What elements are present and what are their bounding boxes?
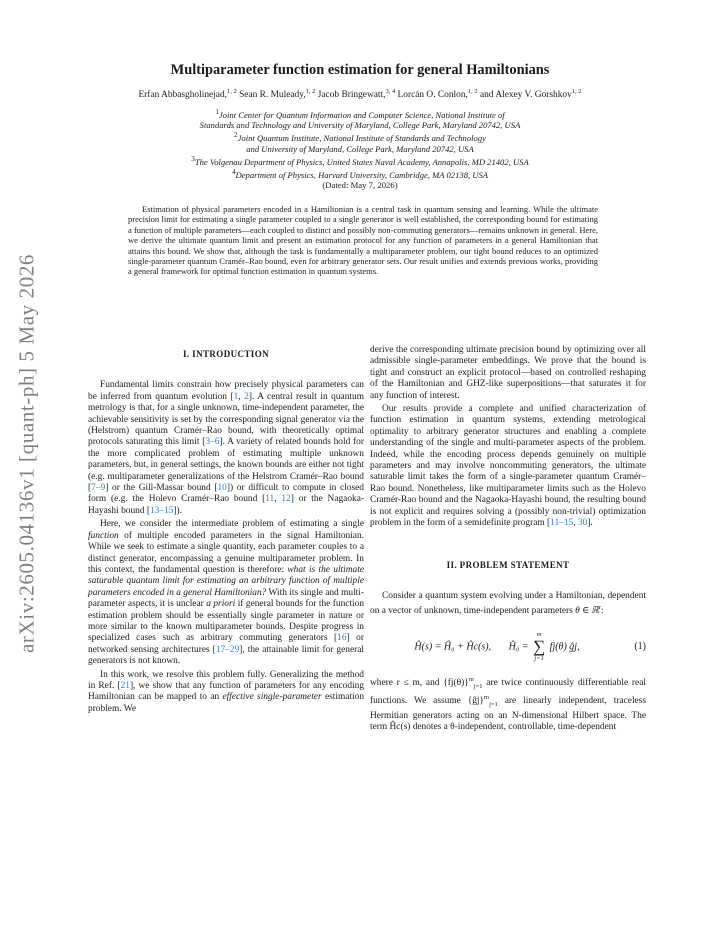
- affiliation-line: Standards and Technology and University of Maryland, College Park, Maryland 20742, USA: [199, 120, 521, 131]
- citation-link[interactable]: 13–15: [149, 505, 174, 516]
- affiliation-line: $^2$Joint Quantum Institute, National Institute of Standards and Technology: [234, 131, 486, 144]
- author-name: Jacob Bringewatt,$^{3, 4}$: [317, 88, 396, 101]
- citation-link[interactable]: 10: [217, 483, 227, 494]
- citation-link[interactable]: 3–6: [205, 437, 220, 448]
- paper-title: Multiparameter function estimation for general Hamiltonians: [170, 62, 550, 78]
- citation-link[interactable]: 30: [577, 518, 588, 529]
- affiliation-line: and University of Maryland, College Park, Maryland 20742, USA: [246, 143, 474, 154]
- intro-paragraph-3: In this work, we resolve this problem fully. Generalizing the method in Ref. [21], we show that any function of parameters for any encoding Hamiltonian can be mapped to an effective single-parameter estimation problem. We: [88, 669, 365, 714]
- citation-link[interactable]: 16: [337, 633, 347, 644]
- intro-paragraph-2: Here, we consider the intermediate problem of estimating a single function of multiple encoded parameters in the signal Hamiltonian. While we seek to estimate a single quantity, each parameter couples to a distinct generator, encompassing a genuine multiparameter problem. In this context, the fundamental question is therefore: what is the ultimate saturable quantum limit for estimating an arbitrary function of multiple parameters encoded in a general Hamiltonian? With its single and multi-parameter aspects, it is unclear a priori if general bounds for the function estimation problem should be essentially single parameter in nature or more similar to the known multiparameter bounds. Despite progress in specialized cases such as arbitrary commuting generators [16] or networked sensing architectures [17–29], the attainable limit for general generators is not known.: [88, 519, 365, 667]
- equation-number: (1): [634, 641, 646, 653]
- problem-paragraph-2: where r ≤ m, and $\{fj(\theta)\}^m_{j=1}$ are twice continuously differentiable real functions. We assume {ĝj}$^m_{j=1}$ are linearly independent, traceless Hermitian generators acting on an N-dimensional Hilbert space. The term Ĥc(s) denotes a θ-independent, controllable, time-dependent: [370, 675, 647, 733]
- author-name: Erfan Abbasgholinejad,$^{1, 2}$: [138, 88, 237, 101]
- equation-mid: Ĥ₀ =: [508, 641, 529, 653]
- affiliation-line: $^4$Department of Physics, Harvard University, Cambridge, MA 02138, USA: [231, 168, 489, 180]
- equation-rhs: fj(θ) ĝj,: [549, 641, 580, 653]
- right-column: [370, 345, 646, 735]
- citation-link[interactable]: 2: [244, 391, 249, 402]
- author-name: Lorcán O. Conlon,$^{1, 2}$: [397, 88, 478, 101]
- intro-paragraph-1: Fundamental limits constrain how precisely physical parameters can be inferred from quantum evolution [1, 2]. A central result in quantum metrology is that, for a single unknown, time-independent parameter, the achievable sensitivity is set by the corresponding signal generator via the (Helstrom) quantum Cramér–Rao bound, with theoretically optimal protocols saturating this limit [3–6]. A variety of related bounds hold for the more complicated problem of estimating multiple unknown parameters, but, in general settings, the known bounds are either not tight (e.g. multiparameter generalizations of the Helstrom Cramér–Rao bound [7–9] or the Gill-Massar bound [10]) or difficult to compute in closed form (e.g. the Holevo Cramér–Rao bound [11, 12] or the Nagaoka-Hayashi bound [13–15]).: [88, 380, 364, 516]
- citation-link[interactable]: 11–15: [550, 518, 574, 529]
- dated-line: (Dated: May 7, 2026): [322, 180, 398, 190]
- author-list: [40, 88, 680, 100]
- author-name: and Alexey V. Gorshkov$^{1, 2}$: [479, 88, 582, 101]
- affiliation-line: $^1$Joint Center for Quantum Information and Computer Science, National Institute of: [215, 108, 505, 120]
- intro-paragraph-4: Our results provide a complete and unified characterization of function estimation in quantum systems, extending metrological optimality to arbitrary generator structures and enabling a complete understanding of the single and multi-parameter aspects of the problem. Indeed, while the encoding process depends genuinely on multiple parameters and may involve noncommuting generators, the ultimate saturable limit takes the form of a single-parameter quantum Cramér–Rao bound. Nonetheless, like multiparameter limits such as the Holevo Cramér-Rao bound and the Nagaoka-Hayashi bound, the resulting bound is not explicit and requires solving a (possibly non-trivial) optimization problem in the form of a semidefinite program [11–15, 30].: [370, 404, 646, 529]
- equation-1: [370, 630, 646, 664]
- citation-link[interactable]: 12: [281, 494, 291, 505]
- problem-paragraph-1: Consider a quantum system evolving under a Hamiltonian, dependent on a vector of unknown, time-independent parameters θ ∈ ℝ$^r$:: [370, 590, 646, 617]
- affiliation-line: $^3$The Volgenau Department of Physics, United States Naval Academy, Annapolis, MD 21402, USA: [191, 154, 529, 167]
- left-column: [88, 345, 364, 717]
- citation-link[interactable]: 11: [265, 494, 275, 505]
- section-heading-problem-statement: II. PROBLEM STATEMENT: [446, 559, 570, 570]
- arxiv-side-identifier: arXiv:2605.04136v1 [quant-ph] 5 May 2026: [14, 253, 39, 653]
- intro-paragraph-3-cont: derive the corresponding ultimate precision bound by optimizing over all admissible single-parameter embeddings. We prove that the bound is tight and construct an explicit protocol—based on controlled reshaping of the Hamiltonian and GHZ-like superpositions—that saturates it for any function of interest.: [370, 345, 646, 401]
- equation-lhs: Ĥ(s) = Ĥ₀ + Ĥc(s),: [414, 641, 492, 653]
- section-heading-introduction: I. INTRODUCTION: [182, 349, 269, 359]
- summation-symbol: m ∑ j=1: [533, 630, 546, 662]
- citation-link[interactable]: 17–29: [215, 644, 240, 655]
- affiliations: [60, 107, 660, 180]
- abstract: Estimation of physical parameters encoded in a Hamiltonian is a central task in quantum sensing and learning. While the ultimate precision limit for estimating a single parameter coupled to a single generator is well established, the corresponding bound for estimating a function of multiple parameters—each coupled to distinct and possibly non-commuting generators—remains unknown in general. Here, we derive the ultimate quantum limit and present an estimation protocol for any function of parameters in a general Hamiltonian that attains this bound. We show that, although the task is fundamentally a multiparameter problem, our tight bound reduces to an optimized single-parameter quantum Cramér–Rao bound, even for arbitrary generator sets. Our result unifies and extends previous works, providing a general framework for optimal function estimation in quantum systems.: [128, 204, 598, 277]
- citation-link[interactable]: 21: [120, 680, 130, 691]
- author-name: Sean R. Muleady,$^{1, 2}$: [239, 88, 316, 101]
- citation-link[interactable]: 7–9: [91, 483, 106, 494]
- citation-link[interactable]: 1: [233, 391, 239, 402]
